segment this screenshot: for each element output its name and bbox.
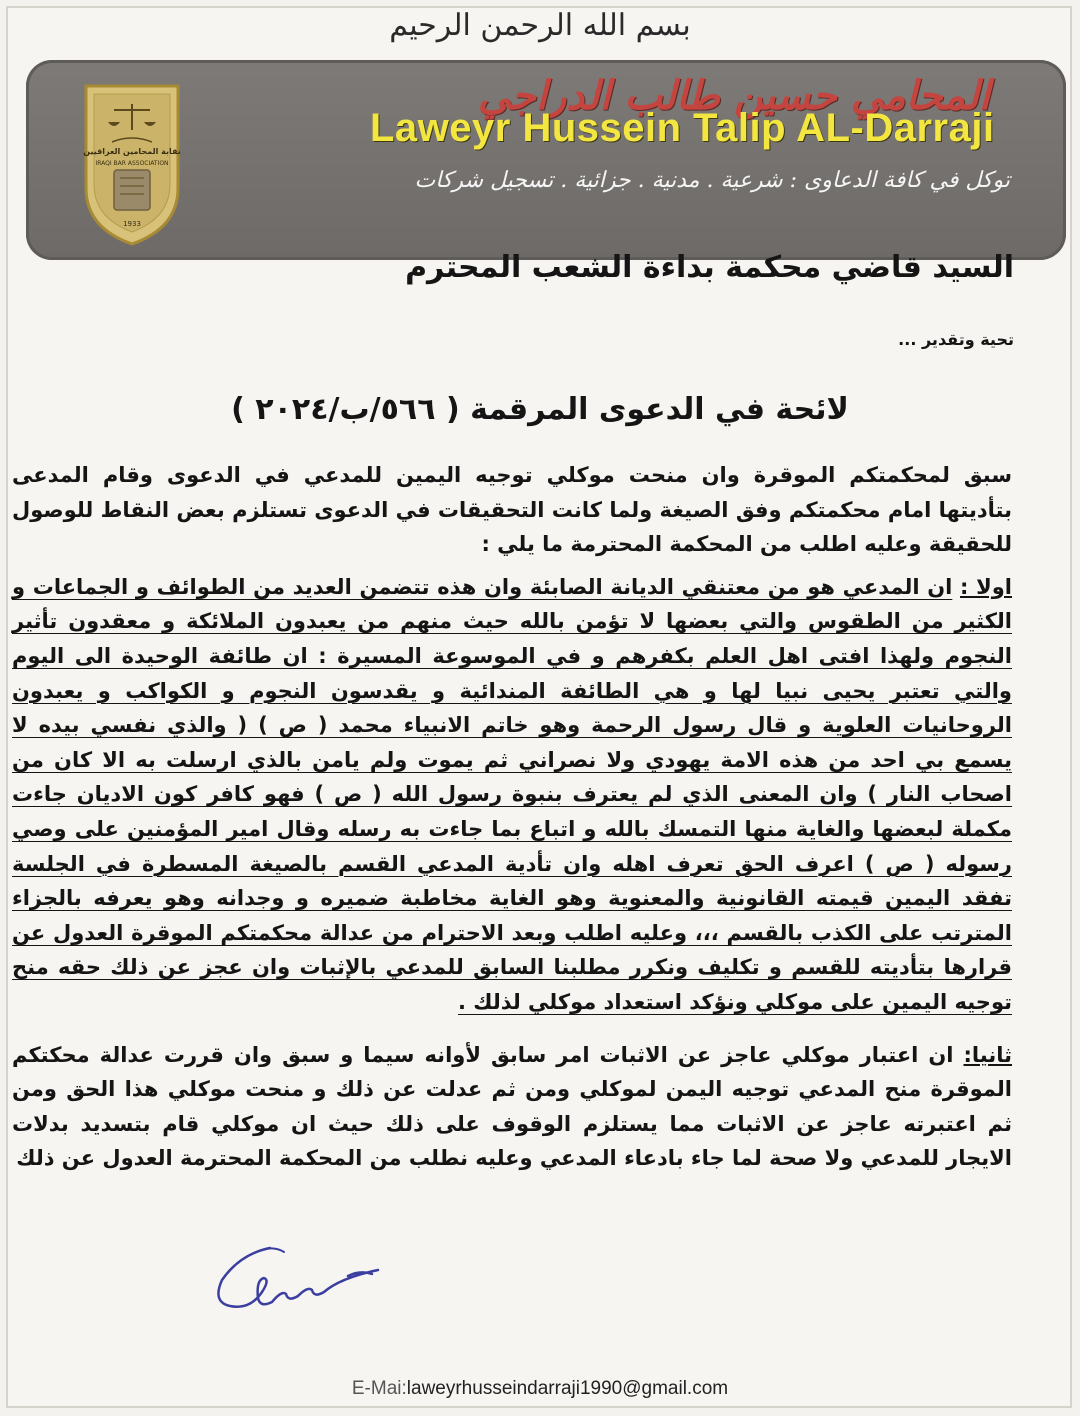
footer-email (0, 1378, 1080, 1400)
intro-paragraph: سبق لمحكمتكم الموقرة وان منحت موكلي توجيه اليمين للمدعي في الدعوى وقام المدعى بتأديتها امام محكمتكم وفق الصيغة ولما كانت التحقيقات في الدعوى تستلزم بعض النقاط للوصول للحقيقة وعليه اطلب من المحكمة المحترمة ما يلي : (12, 463, 1012, 557)
second-point-label: ثانيا: (963, 1042, 1012, 1067)
addressee: السيد قاضي محكمة بداءة الشعب المحترم (405, 250, 1014, 285)
handwritten-signature (200, 1240, 390, 1320)
email-address[interactable]: laweyrhusseindarraji1990@gmail.com (406, 1378, 729, 1399)
document-body (12, 458, 1012, 1176)
logo-text-en: IRAQI BAR ASSOCIATION (95, 160, 169, 167)
email-label: E-Mai: (351, 1378, 407, 1399)
lawyer-name-arabic: المحامي حسين طالب الدراجي (477, 72, 990, 119)
second-point-text: ان اعتبار موكلي عاجز عن الاثبات امر سابق لأوانه سيما و سبق وان قررت عدالة محكتكم الموقرة منح المدعي توجيه اليمن لموكلي ومن ثم عدلت عن ذلك و منحت موكلي هذا الحق ومن ثم اعتبرته عاجز عن الاثبات مما يستلزم الوقوف على ذلك حيث ان موكلي قام بتسديد بدلات الايجار للمدعي ولا صحة لما جاء بادعاء المدعي وعليه نطلب من المحكمة المحترمة العدول عن ذلك (12, 1042, 1012, 1171)
greeting: تحية وتقدير ... (898, 330, 1014, 349)
basmala: بسم الله الرحمن الرحيم (389, 8, 691, 43)
lawyer-name-english: Laweyr Hussein Talip AL-Darraji (370, 106, 995, 150)
first-point-text: ان المدعي هو من معتنقي الديانة الصابئة وان هذه تتضمن العديد من الطوائف و الجماعات و الكثير من الطقوس والتي بعضها لا تؤمن بالله حيث منهم من يعبدون الملائكة و معقدون تأثير النجوم ولهذا افتى اهل العلم بكفرهم و في الموسوعة المسيرة : ان طائفة الوحيدة الى اليوم والتي تعتبر يحيى نبيا لها و هي الطائفة المندائية و يقدسون النجوم و الكواكب و يعبدون الروحانيات العلوية و قال رسول الرحمة وهو خاتم الانبياء محمد ( ص ) ( والذي نفسي بيده لا يسمع بي احد من هذه الامة يهودي ولا نصراني ثم يموت ولم يامن بالذي ارسلت به الا كان من اصحاب النار ) وان المعنى الذي لم يعترف بنبوة رسول الله ( ص ) فهو كافر كون الاديان جاءت مكملة لبعضها والغاية منها التمسك بالله و اتباع بما جاءت به رسله وقال امير المؤمنين على وصي رسوله ( ص ) اعرف الحق تعرف اهله وان تأدية المدعي القسم بالصيغة المسطرة في الجلسة تفقد اليمين قيمته القانونية والمعنوية وهو الغاية مخاطبة ضميره و وجدانه وهو يعرفه بالجزاء المترتب على الكذب بالقسم ،،، وعليه اطلب وبعد الاحترام من عدالة محكمتكم الموقرة العدول عن قرارها بتأديته للقسم و تكليف ونكرر مطلبنا السابق للمدعي بالإثبات وان عجز عن ذلك حقه منح توجيه اليمين على موكلي ونؤكد استعداد موكلي لذلك . (12, 574, 1012, 1014)
practice-areas: توكل في كافة الدعاوى : شرعية . مدنية . جزائية . تسجيل شركات (414, 168, 1010, 193)
logo-text-ar: نقابة المحامين العراقيين (83, 147, 181, 156)
second-point-paragraph (12, 1038, 1012, 1176)
bar-association-logo (80, 78, 184, 246)
first-point-paragraph (12, 570, 1012, 1020)
first-point-label: اولا : (960, 574, 1012, 599)
document-title: لائحة في الدعوى المرقمة ( ٥٦٦/ب/٢٠٢٤ ) (231, 392, 849, 427)
logo-year: 1933 (123, 220, 141, 228)
